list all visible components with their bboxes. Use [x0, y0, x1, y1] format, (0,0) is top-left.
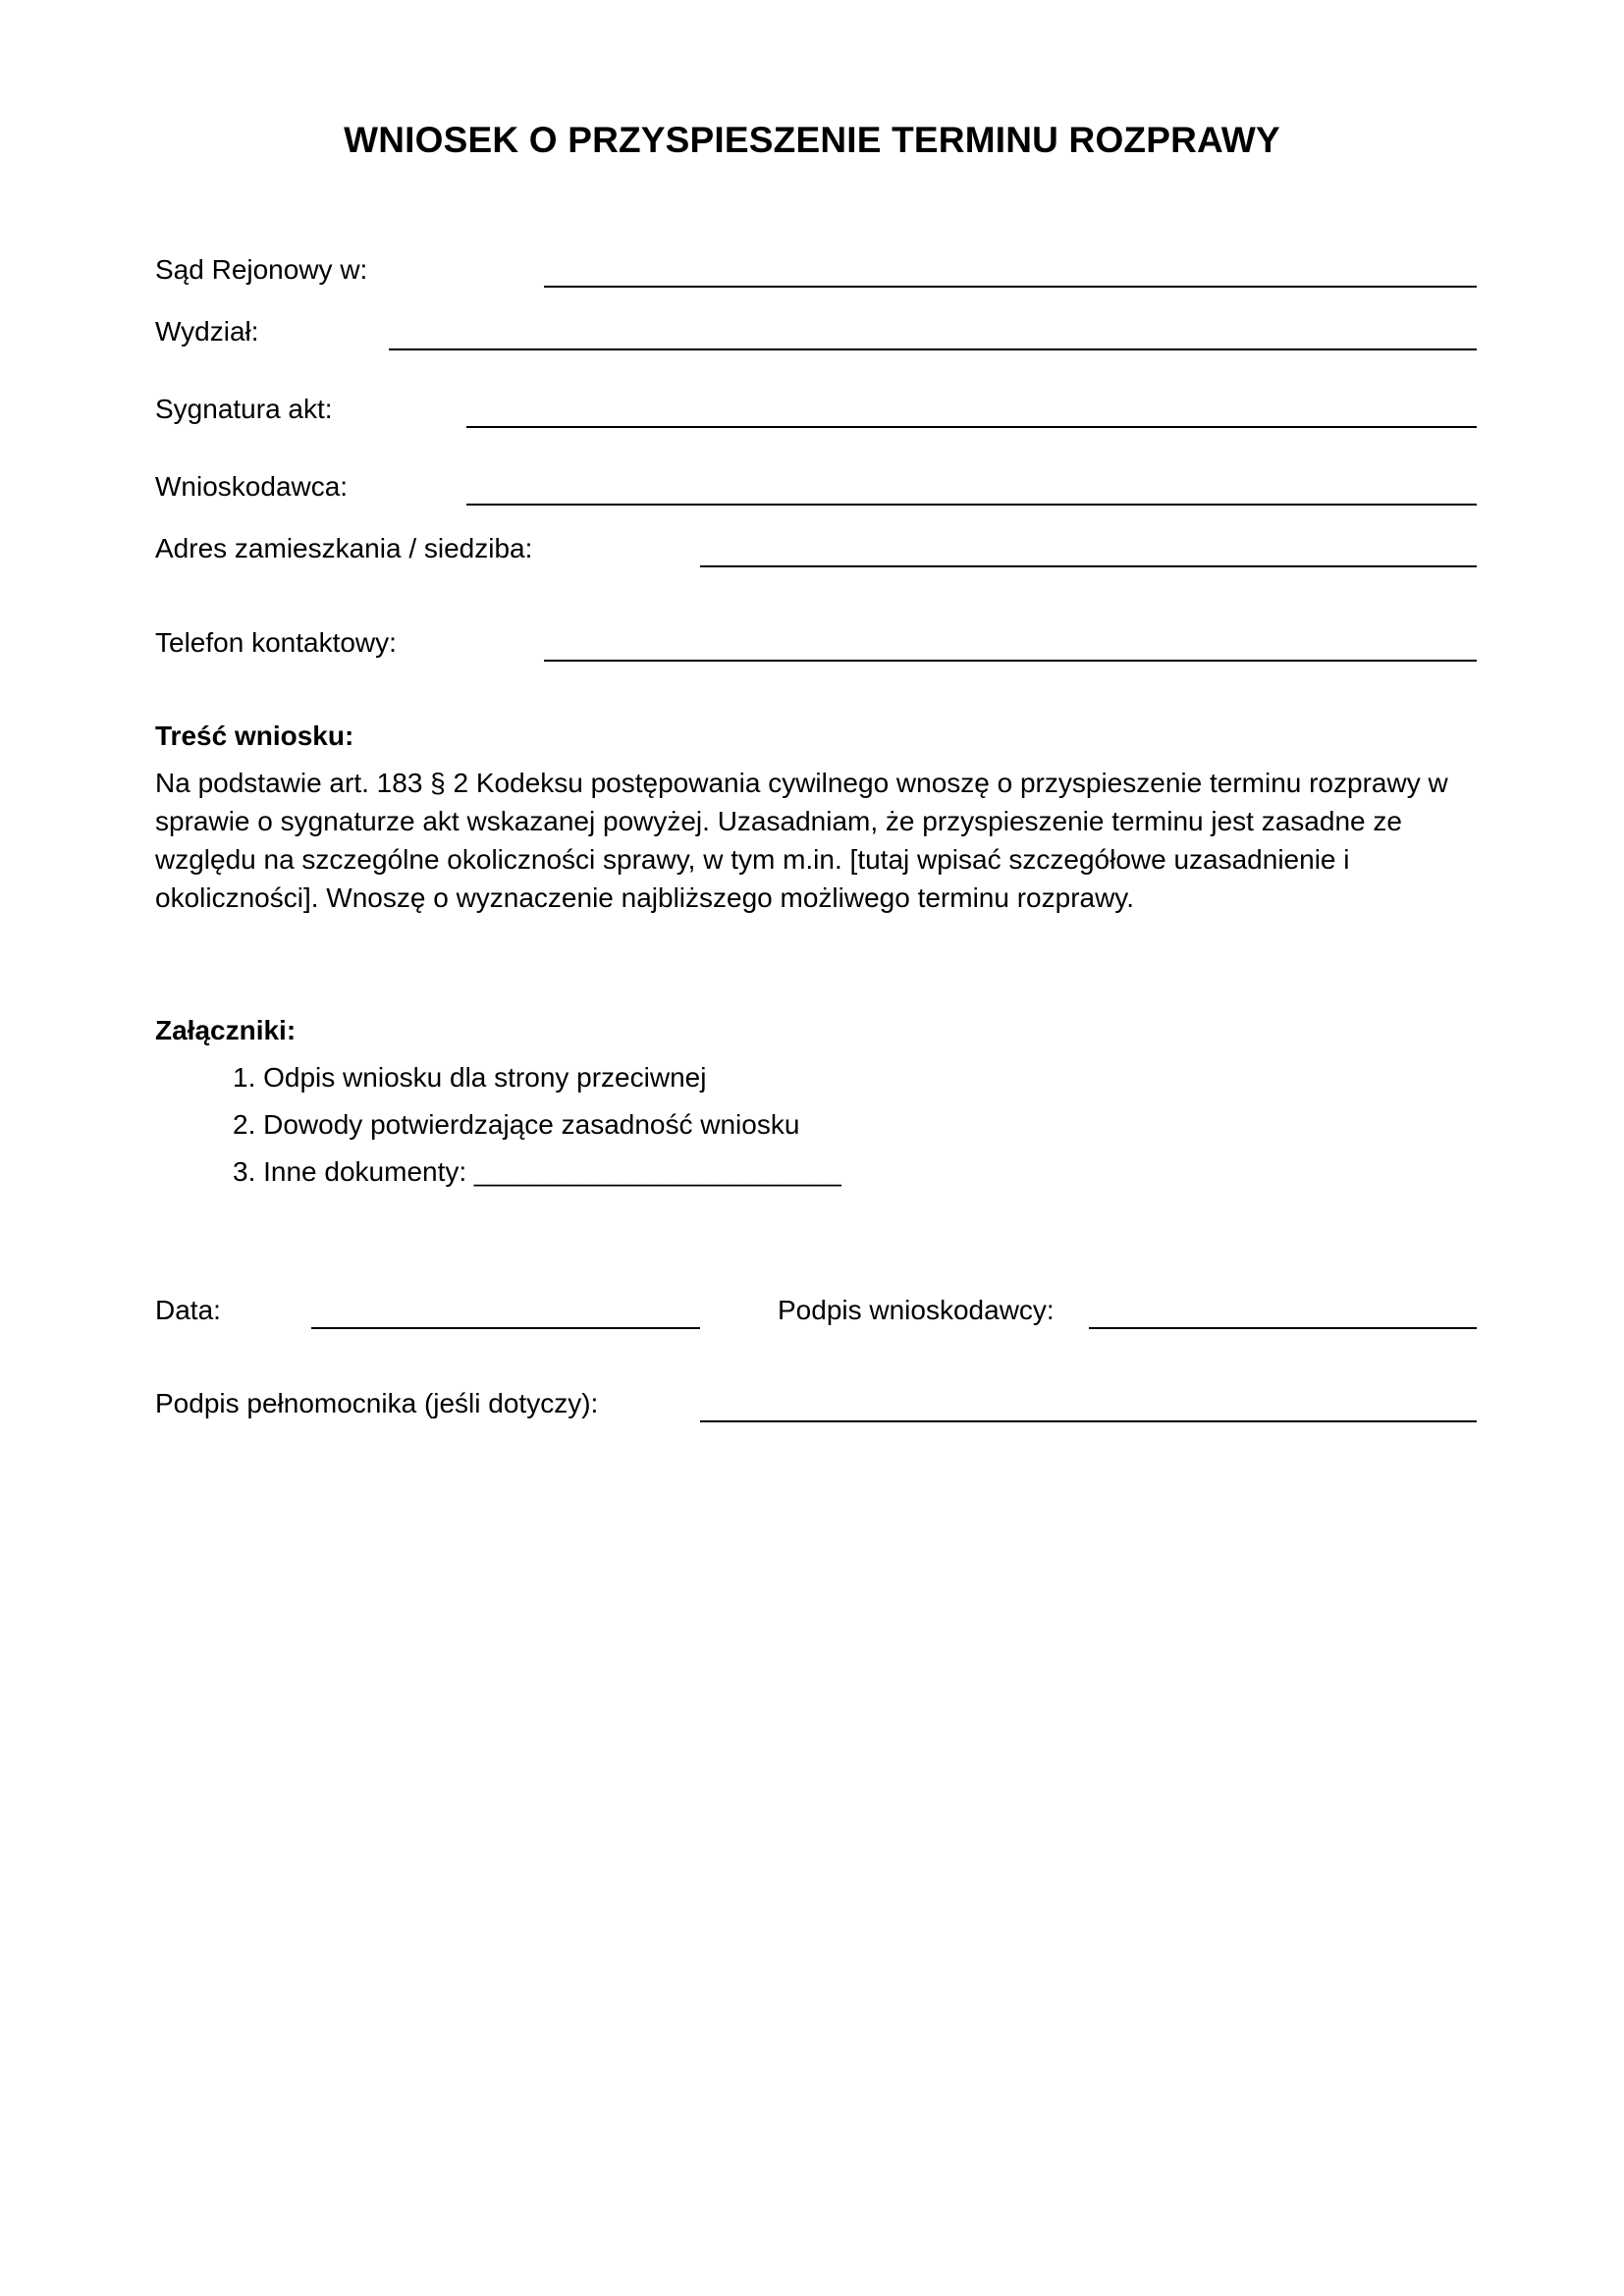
court-label: Sąd Rejonowy w: [155, 254, 368, 285]
date-label: Data: [155, 1295, 221, 1325]
attachment-item: 1. Odpis wniosku dla strony przeciwnej [233, 1062, 707, 1093]
applicant-signature-label: Podpis wnioskodawcy: [778, 1295, 1055, 1325]
phone-input-line[interactable] [544, 660, 1477, 662]
content-heading: Treść wniosku: [155, 721, 354, 751]
attorney-signature-label: Podpis pełnomocnika (jeśli dotyczy): [155, 1388, 599, 1418]
date-input-line[interactable] [311, 1327, 700, 1329]
address-label: Adres zamieszkania / siedziba: [155, 533, 533, 563]
attorney-signature-line[interactable] [700, 1420, 1477, 1422]
address-input-line[interactable] [700, 565, 1477, 567]
department-label: Wydział: [155, 316, 259, 347]
case-number-label: Sygnatura akt: [155, 394, 333, 424]
court-input-line[interactable] [544, 286, 1477, 288]
applicant-input-line[interactable] [466, 504, 1477, 506]
department-input-line[interactable] [389, 348, 1477, 350]
attachment-item: 3. Inne dokumenty: ________________________ [233, 1156, 841, 1187]
attachment-item: 2. Dowody potwierdzające zasadność wniosku [233, 1109, 800, 1140]
case-number-input-line[interactable] [466, 426, 1477, 428]
content-paragraph: Na podstawie art. 183 § 2 Kodeksu postępowania cywilnego wnoszę o przyspieszenie terminu rozprawy w sprawie o sygnaturze akt wskazanej powyżej. Uzasadniam, że przyspieszenie terminu jest zasadne ze względu na szczególne okoliczności sprawy, w tym m.in. [tutaj wpisać szczegółowe uzasadnienie i okoliczności]. Wnoszę o wyznaczenie najbliższego możliwego terminu rozprawy. [155, 768, 1448, 913]
applicant-label: Wnioskodawca: [155, 471, 349, 502]
phone-label: Telefon kontaktowy: [155, 627, 397, 658]
attachments-heading: Załączniki: [155, 1015, 297, 1045]
applicant-signature-line[interactable] [1089, 1327, 1477, 1329]
document-title: WNIOSEK O PRZYSPIESZENIE TERMINU ROZPRAWY [344, 120, 1280, 160]
